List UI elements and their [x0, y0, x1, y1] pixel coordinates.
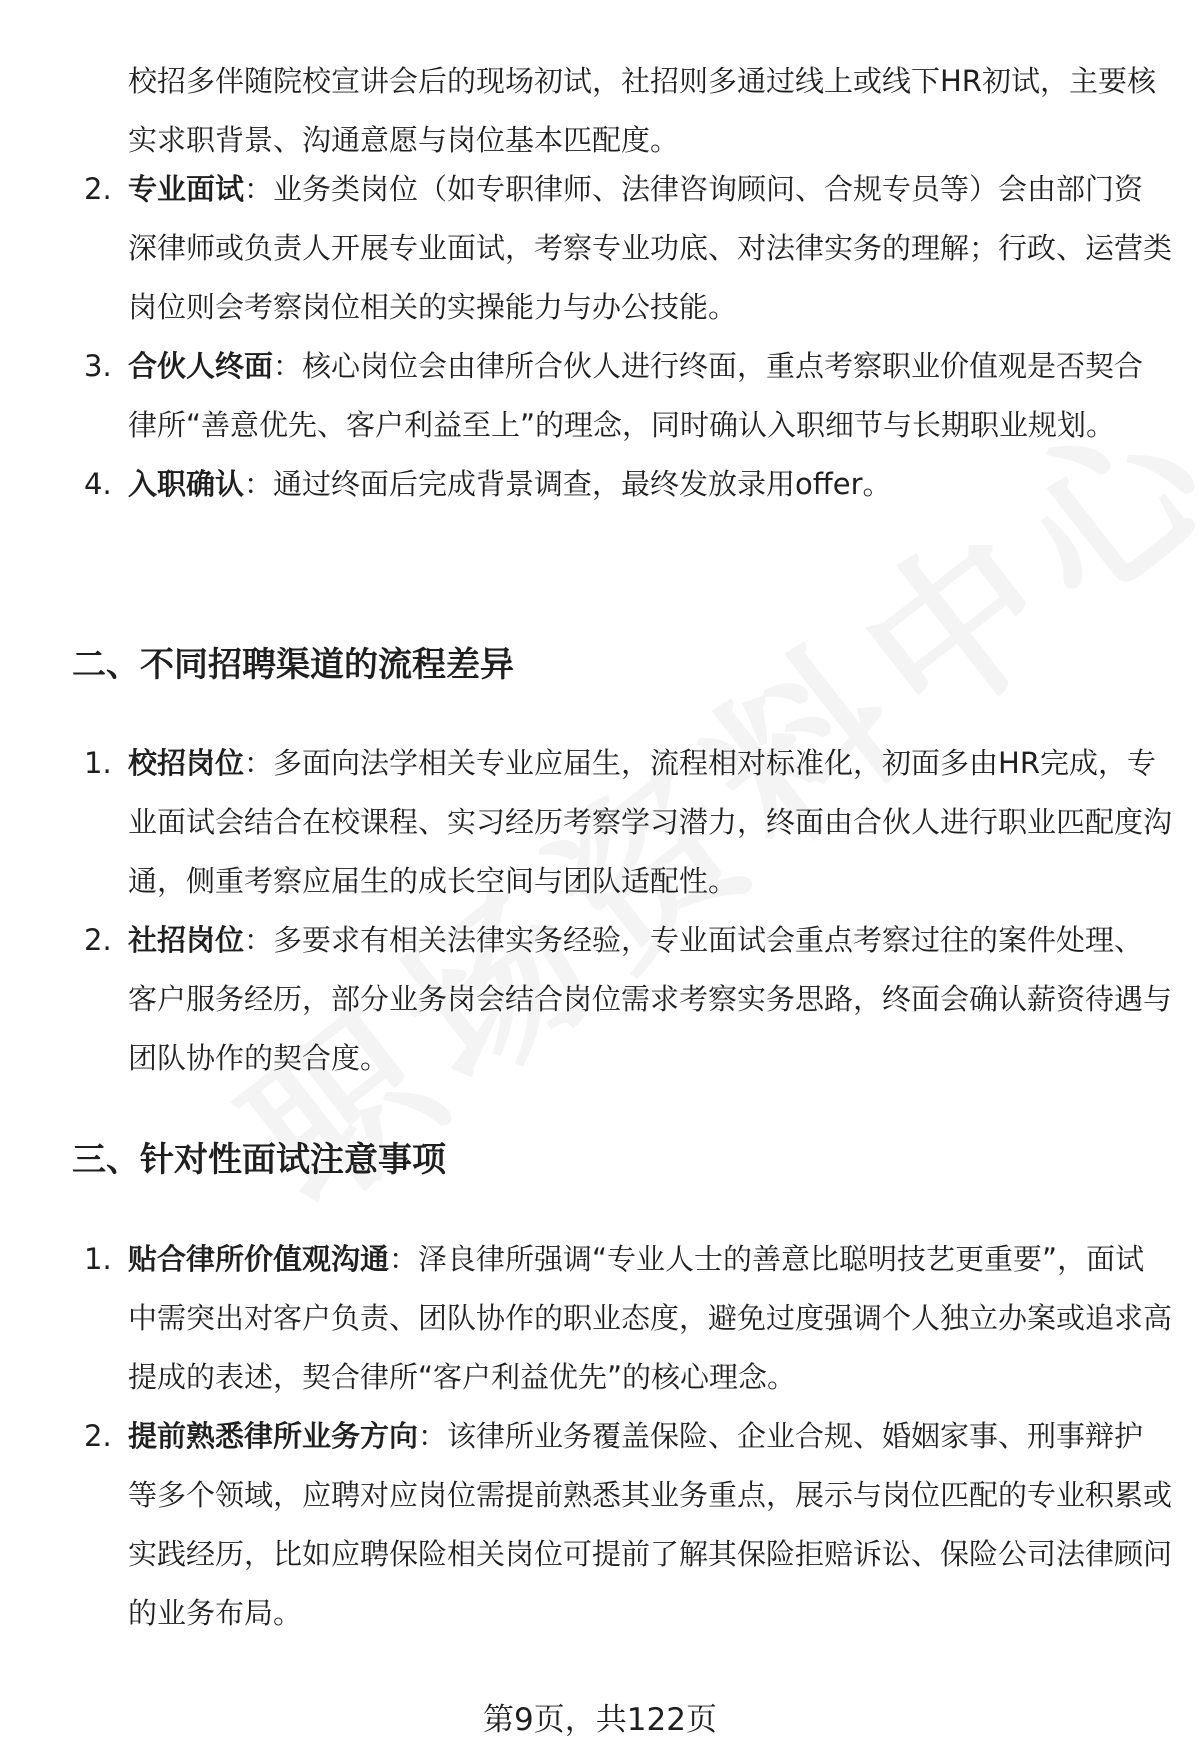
section1-list — [72, 160, 1172, 514]
item-text: ：泽良律所强调“专业人士的善意比聪明技艺更重要”，面试中需突出对客户负责、团队协作的职业态度，避免过度强调个人独立办案或追求高提成的表述，契合律所“客户利益优先”的核心理念。 — [128, 1242, 1173, 1394]
section-heading-2: 二、不同招聘渠道的流程差异 — [72, 645, 514, 685]
item-text: ：核心岗位会由律所合伙人进行终面，重点考察职业价值观是否契合律所“善意优先、客户利益至上”的理念，同时确认入职细节与长期职业规划。 — [128, 349, 1144, 442]
section3-list — [72, 1230, 1172, 1643]
list-number: 3. — [84, 349, 112, 383]
item-label: 合伙人终面 — [128, 349, 274, 383]
list-item — [72, 337, 1172, 455]
list-item — [72, 455, 1172, 514]
item-text: ：多要求有相关法律实务经验，专业面试会重点考察过往的案件处理、客户服务经历，部分业务岗会结合岗位需求考察实务思路，终面会确认薪资待遇与团队协作的契合度。 — [128, 923, 1173, 1075]
item-label: 社招岗位 — [128, 923, 245, 957]
item-text: ：多面向法学相关专业应届生，流程相对标准化，初面多由HR完成，专业面试会结合在校课程、实习经历考察学习潜力，终面由合伙人进行职业匹配度沟通，侧重考察应届生的成长空间与团队适配性。 — [128, 746, 1173, 898]
item-text: ：该律所业务覆盖保险、企业合规、婚姻家事、刑事辩护等多个领域，应聘对应岗位需提前熟悉其业务重点，展示与岗位匹配的专业积累或实践经历，比如应聘保险相关岗位可提前了解其保险拒赔诉讼、保险公司法律顾问的业务布局。 — [128, 1419, 1173, 1630]
list-number: 4. — [84, 467, 112, 501]
item-label: 校招岗位 — [128, 746, 245, 780]
list-item — [72, 1230, 1172, 1407]
item-text: ：通过终面后完成背景调查，最终发放录用offer。 — [244, 467, 892, 501]
item-label: 入职确认 — [128, 467, 245, 501]
list-item — [72, 911, 1172, 1088]
list-number: 2. — [84, 1419, 112, 1453]
continuation-paragraph: 校招多伴随院校宣讲会后的现场初试，社招则多通过线上或线下HR初试，主要核实求职背景、沟通意愿与岗位基本匹配度。 — [128, 64, 1156, 157]
item-text: ：业务类岗位（如专职律师、法律咨询顾问、合规专员等）会由部门资深律师或负责人开展专业面试，考察专业功底、对法律实务的理解；行政、运营类岗位则会考察岗位相关的实操能力与办公技能。 — [128, 172, 1173, 324]
item-label: 提前熟悉律所业务方向 — [128, 1419, 419, 1453]
list-number: 2. — [84, 923, 112, 957]
list-number: 2. — [84, 172, 112, 206]
list-item — [72, 1407, 1172, 1643]
section-heading-3: 三、针对性面试注意事项 — [72, 1140, 446, 1180]
list-item — [72, 734, 1172, 911]
list-number: 1. — [84, 1242, 112, 1276]
item-label: 贴合律所价值观沟通 — [128, 1242, 390, 1276]
item-label: 专业面试 — [128, 172, 245, 206]
list-item — [72, 160, 1172, 337]
page-footer: 第9页，共122页 — [483, 1702, 717, 1738]
section2-list — [72, 734, 1172, 1088]
list-number: 1. — [84, 746, 112, 780]
